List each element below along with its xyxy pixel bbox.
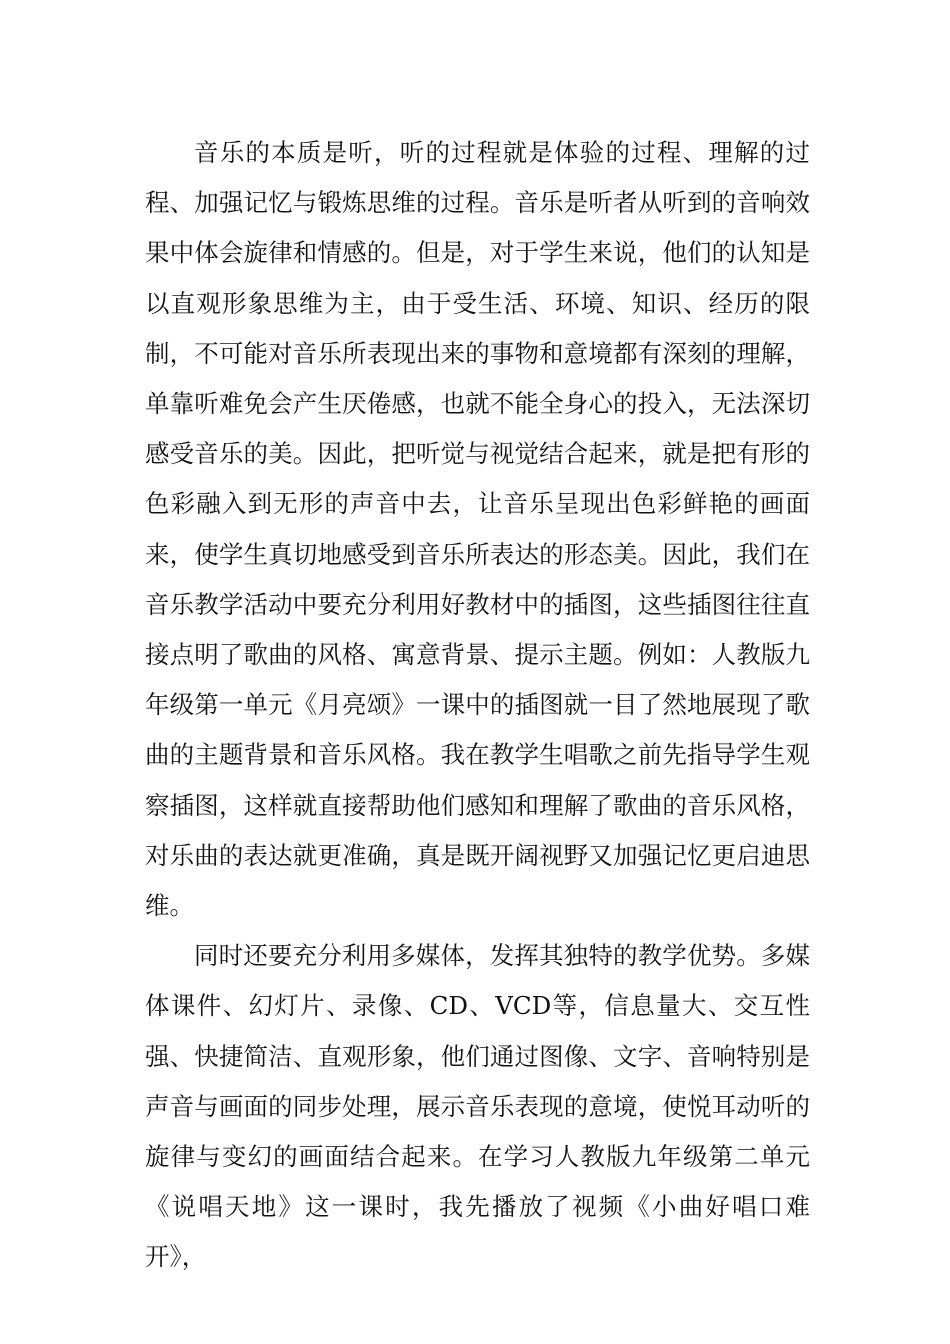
paragraph-multimedia: 同时还要充分利用多媒体，发挥其独特的教学优势。多媒体课件、幻灯片、录像、CD、VCD等，信息量大、交互性强、快捷简洁、直观形象，他们通过图像、文字、音响特别是声音与画面的同步处理，展示音乐表现的意境，使悦耳动听的旋律与变幻的画面结合起来。在学习人教版九年级第二单元《说唱天地》这一课时，我先播放了视频《小曲好唱口难开》， (145, 941, 810, 1272)
document-body (145, 128, 810, 1283)
paragraph-music-listening: 音乐的本质是听，听的过程就是体验的过程、理解的过程、加强记忆与锻炼思维的过程。音乐是听者从听到的音响效果中体会旋律和情感的。但是，对于学生来说，他们的认知是以直观形象思维为主，由于受生活、环境、知识、经历的限制，不可能对音乐所表现出来的事物和意境都有深刻的理解，单靠听难免会产生厌倦感，也就不能全身心的投入，无法深切感受音乐的美。因此，把听觉与视觉结合起来，就是把有形的色彩融入到无形的声音中去，让音乐呈现出色彩鲜艳的画面来，使学生真切地感受到音乐所表达的形态美。因此，我们在音乐教学活动中要充分利用好教材中的插图，这些插图往往直接点明了歌曲的风格、寓意背景、提示主题。例如：人教版九年级第一单元《月亮颂》一课中的插图就一目了然地展现了歌曲的主题背景和音乐风格。我在教学生唱歌之前先指导学生观察插图，这样就直接帮助他们感知和理解了歌曲的音乐风格，对乐曲的表达就更准确，真是既开阔视野又加强记忆更启迪思维。 (145, 138, 810, 921)
